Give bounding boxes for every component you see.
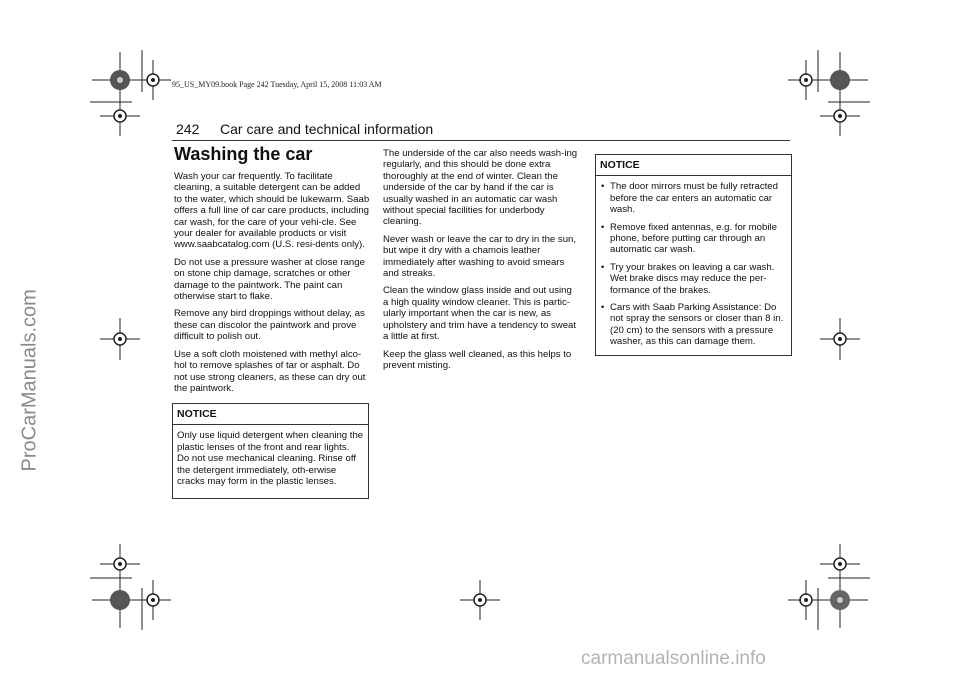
list-item: • Try your brakes on leaving a car wash. Wet brake discs may reduce the per-formance of the brakes. bbox=[601, 261, 775, 296]
paragraph: Use a soft cloth moistened with methyl alco-hol to remove splashes of tar or asphalt. Do not use strong cleaners, as these can dry out the paintwork. bbox=[174, 348, 366, 394]
paragraph: Clean the window glass inside and out using a high quality window cleaner. This is partic-ularly important when the car is new, as upholstery and trim have a tendency to sweat a little at first. bbox=[383, 285, 577, 343]
bullet-icon: • bbox=[601, 181, 605, 193]
bullet-icon: • bbox=[601, 221, 605, 233]
side-watermark: ProCarManuals.com bbox=[18, 289, 41, 472]
notice-list bbox=[600, 181, 787, 347]
column-1 bbox=[174, 171, 370, 400]
paragraph: Remove any bird droppings without delay, as these can discolor the paintwork and prove difficult to polish out. bbox=[174, 308, 365, 343]
paragraph: Never wash or leave the car to dry in the sun, but wipe it dry with a chamois leather immediately after washing to avoid smears and streaks. bbox=[383, 233, 577, 280]
column-2 bbox=[383, 148, 579, 377]
notice-box-lenses bbox=[172, 403, 369, 499]
page-number: 242 bbox=[176, 121, 200, 137]
paragraph: Do not use a pressure washer at close range on stone chip damage, scratches or other damage to the paintwork. The paint can otherwise start to flake. bbox=[174, 256, 365, 303]
file-header: 95_US_MY09.book Page 242 Tuesday, April 15, 2008 11:03 AM bbox=[172, 80, 382, 89]
notice-box-car-wash bbox=[595, 154, 792, 356]
paragraph: Wash your car frequently. To facilitate cleaning, a suitable detergent can be added to the water, which should be lukewarm. Saab offers a full line of car care products, including car wash, for the care of your vehi-cle. See your dealer for available products or visit www.saabcatalog.com (U.S. resi-dents only). bbox=[174, 171, 370, 251]
bottom-watermark: carmanualsonline.info bbox=[581, 648, 766, 669]
notice-heading: NOTICE bbox=[173, 404, 368, 425]
page-title: Washing the car bbox=[174, 144, 313, 164]
list-item: • The door mirrors must be fully retracted before the car enters an automatic car wash. bbox=[601, 181, 778, 216]
bullet-icon: • bbox=[601, 302, 605, 314]
running-head bbox=[176, 121, 433, 137]
list-item: • Remove fixed antennas, e.g. for mobile phone, before putting car through an automatic car wash. bbox=[601, 221, 777, 256]
header-rule bbox=[172, 140, 790, 141]
bullet-icon: • bbox=[601, 261, 605, 273]
section-title: Car care and technical information bbox=[220, 121, 434, 137]
notice-text: Only use liquid detergent when cleaning the plastic lenses of the front and rear lights. Do not use mechanical cleaning. Rinse off the detergent immediately, oth-erwise cracks may form in the plastic lenses. bbox=[177, 430, 364, 488]
notice-heading: NOTICE bbox=[596, 155, 791, 176]
list-item: • Cars with Saab Parking Assistance: Do not spray the sensors or closer than 8 in. (20 cm) to the sensors with a pressure washer, as this can damage them. bbox=[601, 302, 784, 348]
paragraph: Keep the glass well cleaned, as this helps to prevent misting. bbox=[383, 348, 572, 371]
paragraph: The underside of the car also needs wash-ing regularly, and this should be done extra thoroughly at the end of winter. Clean the underside of the car by hand if the car is usually washed in an automatic car wash without special facilities for underbody cleaning. bbox=[383, 148, 578, 228]
